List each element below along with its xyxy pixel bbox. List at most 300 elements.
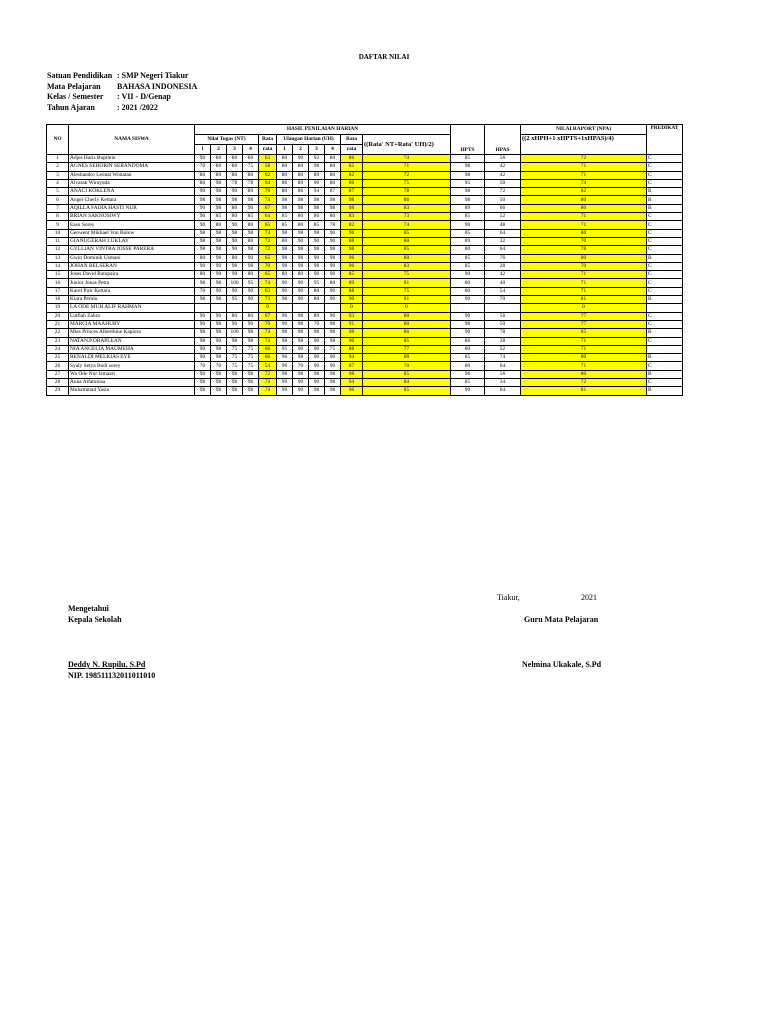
cell-nt: 98 [211,387,227,395]
cell-nama: GYLLIAN VINTRA JOSSE PARERA [69,246,195,254]
cell-uh: 90 [325,354,341,362]
cell-uh: 98 [325,337,341,345]
cell-rata-uh: 96 [341,254,363,262]
info-value: BAHASA INDONESIA [117,81,198,91]
cell-nt: 80 [211,155,227,163]
cell-hpts: 80 [451,246,485,254]
table-row [47,304,683,312]
cell-hph: 85 [363,370,451,378]
cell-rata-nt: 74 [259,337,277,345]
cell-rata-uh: 83 [341,213,363,221]
cell-nt: 90 [227,320,243,328]
header-nt-4: 4 [243,145,259,155]
cell-no: 1 [47,155,69,163]
cell-nt: 90 [195,221,211,229]
cell-uh: 98 [293,354,309,362]
cell-uh: 98 [277,370,293,378]
cell-rata-uh: 94 [341,354,363,362]
cell-nt: 80 [227,163,243,171]
cell-predikat [647,345,683,353]
cell-uh: 80 [293,271,309,279]
cell-nt: 98 [195,229,211,237]
signature-year: 2021 [581,593,597,602]
cell-hph: 85 [363,229,451,237]
info-label: Kelas / Semester [47,92,104,101]
cell-uh: 98 [277,262,293,270]
cell-nt: 98 [243,246,259,254]
cell-hpts: 86 [451,337,485,345]
cell-hpas: 50 [485,179,521,187]
cell-nama: AQILLA FADIA HASTI NUR [69,204,195,212]
cell-uh: 85 [277,221,293,229]
cell-hpts: 80 [451,287,485,295]
cell-rata-uh: 85 [341,271,363,279]
cell-uh: 80 [325,179,341,187]
cell-nt: 98 [227,196,243,204]
cell-rata-uh: 89 [341,279,363,287]
cell-uh [293,304,309,312]
cell-uh: 80 [325,279,341,287]
cell-nt: 98 [227,337,243,345]
cell-nt: 75 [243,345,259,353]
cell-nt: 98 [227,370,243,378]
cell-hpas: 42 [485,171,521,179]
cell-uh: 98 [293,204,309,212]
cell-npa: 71 [521,279,647,287]
cell-hpts: 90 [451,296,485,304]
cell-uh: 80 [325,155,341,163]
cell-hpas: 52 [485,345,521,353]
cell-nt: 95 [227,296,243,304]
cell-uh: 90 [325,362,341,370]
cell-rata-nt: 74 [259,229,277,237]
info-row [47,82,197,93]
cell-nama: AGNES SEHORIN SERANDOMA [69,163,195,171]
cell-nama: Joses David Ratupaira [69,271,195,279]
table-row [47,179,683,187]
header-uh-3: 3 [309,145,325,155]
cell-nt: 98 [227,387,243,395]
cell-nt: 75 [227,345,243,353]
cell-uh: 70 [293,362,309,370]
cell-nama: ANACI KOKLENA [69,188,195,196]
cell-uh [309,304,325,312]
cell-npa: 82 [521,188,647,196]
cell-nt: 98 [211,296,227,304]
cell-predikat [647,304,683,312]
cell-nt: 90 [195,188,211,196]
cell-nt: 98 [195,329,211,337]
cell-hpts [451,304,485,312]
cell-uh: 98 [293,370,309,378]
cell-hph: 73 [363,213,451,221]
cell-npa: 71 [521,221,647,229]
cell-nama: MARCIA MAAHURY [69,320,195,328]
cell-no: 23 [47,337,69,345]
cell-hpts: 98 [451,171,485,179]
cell-uh: 98 [277,254,293,262]
cell-nt: 90 [195,262,211,270]
table-row [47,279,683,287]
cell-uh: 80 [293,171,309,179]
table-row [47,237,683,245]
header-nama: NAMA SISWA [69,125,195,155]
cell-nt: 98 [211,345,227,353]
cell-rata-nt: 72 [259,370,277,378]
cell-rata-nt: 74 [259,279,277,287]
cell-uh [325,304,341,312]
cell-hpas [485,304,521,312]
cell-predikat: C [647,262,683,270]
cell-uh: 98 [309,163,325,171]
cell-nt: 98 [211,254,227,262]
cell-npa: 70 [521,262,647,270]
cell-uh: 98 [293,229,309,237]
cell-nt: 98 [195,246,211,254]
cell-uh: 98 [325,204,341,212]
info-row [47,71,197,82]
cell-hpas: 56 [485,370,521,378]
cell-nt: 70 [195,163,211,171]
cell-nt: 98 [211,279,227,287]
table-row [47,221,683,229]
cell-nt: 98 [211,379,227,387]
cell-hpas: 66 [485,204,521,212]
cell-predikat: B [647,254,683,262]
cell-nt: 96 [243,379,259,387]
cell-nt: 78 [227,179,243,187]
cell-nt: 98 [227,379,243,387]
cell-predikat: C [647,246,683,254]
cell-nt [211,304,227,312]
cell-npa: 71 [521,362,647,370]
cell-no: 11 [47,237,69,245]
cell-nt: 89 [211,171,227,179]
cell-hpas: 56 [485,155,521,163]
cell-uh: 98 [293,262,309,270]
cell-rata-uh: 87 [341,362,363,370]
cell-uh: 90 [325,312,341,320]
cell-nt: 98 [243,387,259,395]
cell-uh: 80 [325,163,341,171]
cell-hph: 86 [363,329,451,337]
info-value: : SMP Negeri Tiakur [117,71,189,80]
cell-nt: 98 [211,329,227,337]
cell-nt: 98 [227,262,243,270]
cell-nama: Karel Pirir Kettara [69,287,195,295]
cell-nama: Adjes Haris Rupilele [69,155,195,163]
cell-no: 10 [47,229,69,237]
cell-nt: 98 [195,279,211,287]
table-row [47,329,683,337]
cell-rata-nt: 67 [259,312,277,320]
cell-nt: 80 [227,213,243,221]
cell-rata-uh: 93 [341,312,363,320]
cell-predikat: B [647,387,683,395]
cell-uh: 98 [309,370,325,378]
cell-uh: 80 [293,221,309,229]
cell-uh: 98 [293,254,309,262]
cell-hpas: 54 [485,287,521,295]
cell-rata-uh: 98 [341,204,363,212]
cell-predikat: B [647,204,683,212]
cell-hpts: 85 [451,262,485,270]
cell-no: 17 [47,287,69,295]
cell-rata-uh: 90 [341,296,363,304]
cell-nama: Anna Atfatunisa [69,379,195,387]
cell-hph: 80 [363,312,451,320]
cell-nt: 70 [195,362,211,370]
cell-predikat: C [647,237,683,245]
cell-hpas: 40 [485,279,521,287]
header-nt-2: 2 [211,145,227,155]
cell-uh: 98 [293,312,309,320]
cell-no: 12 [47,246,69,254]
table-row [47,229,683,237]
cell-nt: 90 [227,271,243,279]
cell-nama: GIANUGERAH LUKLAY [69,237,195,245]
cell-no: 18 [47,296,69,304]
cell-hpas: 52 [485,213,521,221]
cell-nt: 98 [211,237,227,245]
cell-predikat: C [647,362,683,370]
cell-nt: 98 [211,354,227,362]
header-rata-rata-nt: rata [259,145,277,155]
cell-rata-uh: 94 [341,379,363,387]
cell-uh: 90 [293,379,309,387]
cell-nt: 80 [243,155,259,163]
cell-no: 29 [47,387,69,395]
cell-npa: 81 [521,387,647,395]
cell-uh: 80 [309,287,325,295]
cell-hpts: 98 [451,196,485,204]
cell-rata-nt: 0 [259,304,277,312]
cell-nt: 98 [195,296,211,304]
cell-hpts: 80 [451,345,485,353]
cell-hpts: 98 [451,188,485,196]
cell-no: 20 [47,312,69,320]
cell-uh: 98 [325,370,341,378]
cell-hph: 80 [363,237,451,245]
info-row [47,92,197,103]
cell-nama: Syaly Setya Budi sorey [69,362,195,370]
cell-hpas: 70 [485,296,521,304]
cell-no: 28 [47,379,69,387]
cell-npa: 74 [521,179,647,187]
table-row [47,246,683,254]
cell-nt: 80 [195,271,211,279]
cell-hpas: 72 [485,188,521,196]
table-row [47,271,683,279]
cell-hpas: 74 [485,354,521,362]
table-row [47,362,683,370]
cell-rata-nt: 65 [259,271,277,279]
cell-predikat: C [647,213,683,221]
cell-nt: 80 [195,179,211,187]
cell-npa: 77 [521,312,647,320]
cell-nt: 90 [211,312,227,320]
table-row [47,155,683,163]
cell-uh: 90 [325,296,341,304]
cell-uh: 98 [325,246,341,254]
cell-npa: 70 [521,237,647,245]
header-rata-uh: Rata [341,135,363,145]
header-nt-3: 3 [227,145,243,155]
cell-nt: 90 [211,287,227,295]
cell-nt: 80 [195,254,211,262]
cell-nt: 98 [211,246,227,254]
cell-predikat: C [647,337,683,345]
cell-npa: 85 [521,329,647,337]
cell-predikat: B [647,196,683,204]
cell-npa: 78 [521,246,647,254]
cell-uh: 99 [277,320,293,328]
cell-hpts: 89 [451,237,485,245]
cell-rata-uh: 98 [341,196,363,204]
cell-predikat: B [647,354,683,362]
table-row [47,254,683,262]
cell-no: 15 [47,271,69,279]
cell-nt: 90 [195,155,211,163]
cell-uh: 86 [277,179,293,187]
cell-nt: 89 [243,188,259,196]
cell-uh: 86 [293,188,309,196]
cell-uh: 89 [293,179,309,187]
cell-rata-nt: 62 [259,171,277,179]
cell-hph: 80 [363,320,451,328]
cell-uh: 90 [277,279,293,287]
header-nt-1: 1 [195,145,211,155]
table-row [47,320,683,328]
cell-uh: 98 [309,387,325,395]
table-row [47,337,683,345]
cell-nama: Kiara Perulu [69,296,195,304]
signature-left-nip: NIP. 198511132011011010 [68,671,156,680]
cell-hph: 80 [363,254,451,262]
cell-no: 4 [47,179,69,187]
cell-uh: 85 [277,213,293,221]
cell-rata-nt: 74 [259,379,277,387]
cell-hph: 84 [363,379,451,387]
info-label: Satuan Pendidikan [47,71,113,80]
cell-rata-nt: 73 [259,296,277,304]
cell-uh: 89 [309,171,325,179]
cell-nama: BRIAN SAKNOSIWY [69,213,195,221]
cell-uh [277,304,293,312]
header-rata-nt: Rata [259,135,277,145]
cell-nt: 80 [227,204,243,212]
cell-rata-uh: 86 [341,155,363,163]
cell-hpts: 98 [451,320,485,328]
cell-uh: 94 [309,188,325,196]
header-predikat: PREDIKAT [647,125,683,155]
info-value: : VII - D/Genap [117,92,171,101]
cell-hph: 83 [363,204,451,212]
cell-predikat: C [647,312,683,320]
cell-rata-uh: 0 [341,304,363,312]
cell-npa: 80 [521,370,647,378]
cell-predikat: C [647,179,683,187]
cell-uh: 90 [325,229,341,237]
cell-hph: 74 [363,155,451,163]
signature-right-role: Guru Mata Pelajaran [524,615,599,624]
cell-rata-nt: 70 [259,188,277,196]
cell-rata-nt: 65 [259,254,277,262]
cell-rata-nt: 66 [259,354,277,362]
cell-no: 13 [47,254,69,262]
cell-uh: 80 [277,163,293,171]
cell-predikat: C [647,155,683,163]
cell-uh: 96 [277,312,293,320]
cell-uh: 90 [309,379,325,387]
signature-right-name: Nelmina Ukakale, S.Pd [522,660,602,669]
cell-rata-nt: 70 [259,320,277,328]
cell-npa: 71 [521,337,647,345]
cell-nama: Alvarak Wirayuda [69,179,195,187]
cell-uh: 98 [309,329,325,337]
cell-npa: 0 [521,304,647,312]
cell-predikat: C [647,379,683,387]
cell-uh: 95 [309,279,325,287]
cell-npa: 77 [521,320,647,328]
cell-rata-nt: 66 [259,345,277,353]
cell-hpas: 64 [485,246,521,254]
document-title: DAFTAR NILAI [358,53,410,61]
cell-predikat: B [647,188,683,196]
cell-nt: 98 [243,329,259,337]
cell-uh: 90 [293,287,309,295]
cell-uh: 80 [277,171,293,179]
cell-uh: 98 [325,329,341,337]
cell-rata-nt: 74 [259,329,277,337]
table-row [47,370,683,378]
cell-nt: 70 [195,287,211,295]
cell-hpas: 48 [485,221,521,229]
cell-nt: 98 [243,370,259,378]
cell-nt: 90 [227,246,243,254]
cell-nt: 90 [195,204,211,212]
header-formula-npa: ((2 xHPH+1 xHPTS+1xHPAS)/4) [521,135,647,155]
cell-uh: 90 [293,296,309,304]
cell-rata-nt: 64 [259,213,277,221]
signature-place: Tiakur, [497,593,520,602]
cell-uh: 70 [309,320,325,328]
cell-predikat: C [647,271,683,279]
cell-no: 26 [47,362,69,370]
cell-nama: Muhammad Yasin [69,387,195,395]
cell-hpas: 64 [485,362,521,370]
cell-uh: 98 [325,254,341,262]
cell-predikat: C [647,287,683,295]
cell-predikat: C [647,163,683,171]
cell-rata-nt: 65 [259,221,277,229]
cell-nt: 100 [227,329,243,337]
cell-nt: 98 [243,196,259,204]
cell-uh: 90 [293,279,309,287]
header-rata-rata-uh: rata [341,145,363,155]
cell-uh: 90 [325,287,341,295]
cell-hpts: 98 [451,163,485,171]
cell-nama: Lutfiah Zahra [69,312,195,320]
cell-rata-nt: 72 [259,237,277,245]
cell-no: 25 [47,354,69,362]
cell-hph: 85 [363,337,451,345]
table-row [47,196,683,204]
grades-table [46,124,683,396]
cell-hph: 85 [363,246,451,254]
cell-npa: 71 [521,163,647,171]
signature-left-role1: Mengetahui [68,604,109,613]
